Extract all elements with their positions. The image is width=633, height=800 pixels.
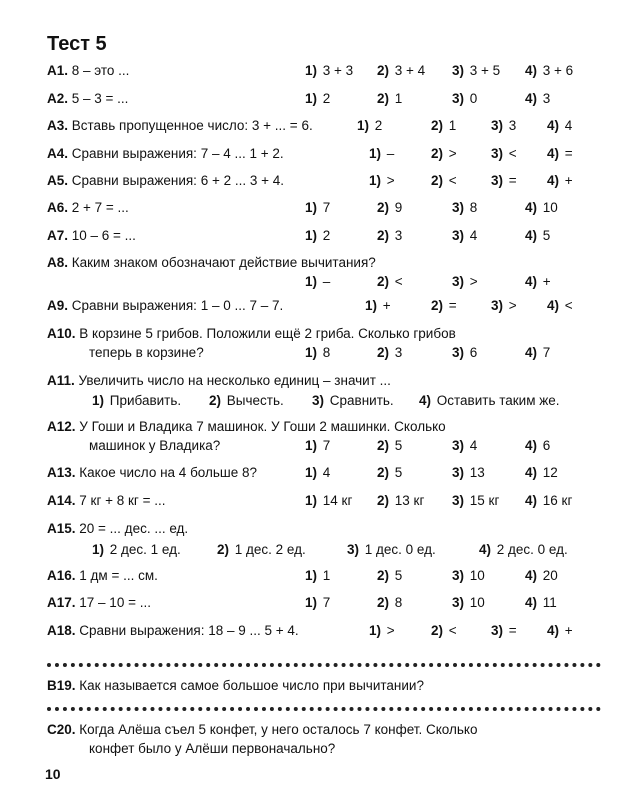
answer-option-4[interactable]: 4) 7 bbox=[525, 345, 551, 360]
question-number: A1. bbox=[47, 63, 69, 78]
answer-option-4[interactable]: 4) 6 bbox=[525, 438, 551, 453]
question-number: A11. bbox=[47, 373, 75, 388]
answer-option-2[interactable]: 2) < bbox=[377, 274, 403, 289]
answer-option-1[interactable]: 1) 4 bbox=[305, 465, 331, 480]
answer-option-4[interactable]: 4) + bbox=[547, 173, 573, 188]
answer-option-3[interactable]: 3) 3 bbox=[491, 118, 517, 133]
answer-option-4[interactable]: 4) 12 bbox=[525, 465, 558, 480]
answer-option-4[interactable]: 4) 10 bbox=[525, 200, 558, 215]
answer-option-2[interactable]: 2) > bbox=[431, 146, 457, 161]
answer-option-4[interactable]: 4) 16 кг bbox=[525, 493, 573, 508]
question-text: 7 кг + 8 кг = ... bbox=[75, 493, 166, 508]
question-text: Сравни выражения: 6 + 2 ... 3 + 4. bbox=[68, 173, 284, 188]
answer-option-1[interactable]: 1) 7 bbox=[305, 595, 331, 610]
question-a7 bbox=[47, 227, 603, 245]
answer-option-3[interactable]: 3) > bbox=[452, 274, 478, 289]
answer-option-2[interactable]: 2) = bbox=[431, 298, 457, 313]
question-text: В корзине 5 грибов. Положили ещё 2 гриба. Сколько грибов bbox=[75, 326, 456, 341]
answer-option-3[interactable]: 3) < bbox=[491, 146, 517, 161]
question-a5 bbox=[47, 172, 603, 190]
answer-option-1[interactable]: 1) 2 bbox=[305, 228, 331, 243]
question-a4 bbox=[47, 145, 603, 163]
question-a11 bbox=[47, 372, 603, 408]
question-text: У Гоши и Владика 7 машинок. У Гоши 2 машинки. Сколько bbox=[75, 419, 446, 434]
answer-option-1[interactable]: 1) + bbox=[365, 298, 391, 313]
answer-option-2[interactable]: 2) 3 + 4 bbox=[377, 63, 426, 78]
question-number: A15. bbox=[47, 521, 76, 536]
question-a16 bbox=[47, 567, 603, 585]
question-a8 bbox=[47, 254, 603, 289]
question-number: C20. bbox=[47, 722, 76, 737]
answer-option-4[interactable]: 4) 11 bbox=[525, 595, 557, 610]
answer-option-2[interactable]: 2) 3 bbox=[377, 345, 403, 360]
question-number: A3. bbox=[47, 118, 69, 133]
answer-option-4[interactable]: 4) 20 bbox=[525, 568, 558, 583]
answer-option-3[interactable]: 3) 6 bbox=[452, 345, 478, 360]
answer-option-2[interactable]: 2) 5 bbox=[377, 438, 403, 453]
answer-option-2[interactable]: 2) 8 bbox=[377, 595, 403, 610]
answer-option-1[interactable]: 1) 2 дес. 1 ед. bbox=[92, 542, 181, 557]
question-text-continued: конфет было у Алёши первоначально? bbox=[89, 741, 336, 756]
question-number: A8. bbox=[47, 255, 69, 270]
answer-option-2[interactable]: 2) 5 bbox=[377, 465, 403, 480]
answer-option-2[interactable]: 2) 13 кг bbox=[377, 493, 425, 508]
answer-option-1[interactable]: 1) 3 + 3 bbox=[305, 63, 354, 78]
answer-option-1[interactable]: 1) 7 bbox=[305, 200, 331, 215]
answer-option-3[interactable]: 3) = bbox=[491, 173, 517, 188]
answer-option-2[interactable]: 2) 1 дес. 2 ед. bbox=[217, 542, 306, 557]
question-a18 bbox=[47, 622, 603, 640]
answer-option-3[interactable]: 3) 4 bbox=[452, 438, 478, 453]
question-text: 2 + 7 = ... bbox=[68, 200, 129, 215]
answer-option-4[interactable]: 4) + bbox=[547, 623, 573, 638]
question-text: Как называется самое большое число при вычитании? bbox=[75, 678, 424, 693]
answer-option-4[interactable]: 4) 5 bbox=[525, 228, 551, 243]
answer-option-1[interactable]: 1) > bbox=[369, 173, 395, 188]
answer-option-3[interactable]: 3) 8 bbox=[452, 200, 478, 215]
dotted-divider bbox=[47, 663, 601, 667]
question-text-continued: теперь в корзине? bbox=[89, 345, 204, 360]
question-a12 bbox=[47, 418, 603, 453]
page-title: Тест 5 bbox=[47, 33, 107, 55]
question-a17 bbox=[47, 594, 603, 612]
question-c20 bbox=[47, 721, 603, 756]
question-number: A6. bbox=[47, 200, 69, 215]
question-text: Когда Алёша съел 5 конфет, у него осталось 7 конфет. Сколько bbox=[75, 722, 478, 737]
answer-option-2[interactable]: 2) 1 bbox=[431, 118, 457, 133]
question-a2 bbox=[47, 90, 603, 108]
answer-option-3[interactable]: 3) 10 bbox=[452, 568, 485, 583]
question-a13 bbox=[47, 464, 603, 482]
question-number: A10. bbox=[47, 326, 76, 341]
answer-option-1[interactable]: 1) – bbox=[305, 274, 331, 289]
answer-option-2[interactable]: 2) 1 bbox=[377, 91, 403, 106]
answer-option-4[interactable]: 4) Оставить таким же. bbox=[419, 393, 560, 408]
answer-option-1[interactable]: 1) 14 кг bbox=[305, 493, 353, 508]
answer-option-3[interactable]: 3) Сравнить. bbox=[312, 393, 394, 408]
page-number: 10 bbox=[45, 766, 61, 782]
answer-option-4[interactable]: 4) < bbox=[547, 298, 573, 313]
answer-option-1[interactable]: 1) 8 bbox=[305, 345, 331, 360]
question-a3 bbox=[47, 117, 603, 135]
answer-option-1[interactable]: 1) 2 bbox=[305, 91, 331, 106]
answer-option-2[interactable]: 2) 5 bbox=[377, 568, 403, 583]
question-text: Каким знаком обозначают действие вычитания? bbox=[68, 255, 376, 270]
answer-option-4[interactable]: 4) 3 bbox=[525, 91, 551, 106]
question-text-continued: машинок у Владика? bbox=[89, 438, 221, 453]
answer-option-1[interactable]: 1) – bbox=[369, 146, 395, 161]
answer-option-2[interactable]: 2) 9 bbox=[377, 200, 403, 215]
question-number: B19. bbox=[47, 678, 76, 693]
answer-option-3[interactable]: 3) 4 bbox=[452, 228, 478, 243]
question-a6 bbox=[47, 199, 603, 217]
question-number: A9. bbox=[47, 298, 69, 313]
answer-option-3[interactable]: 3) 10 bbox=[452, 595, 485, 610]
answer-option-3[interactable]: 3) 1 дес. 0 ед. bbox=[347, 542, 436, 557]
answer-option-1[interactable]: 1) 7 bbox=[305, 438, 331, 453]
question-number: A14. bbox=[47, 493, 76, 508]
question-text: 5 – 3 = ... bbox=[68, 91, 129, 106]
answer-option-2[interactable]: 2) < bbox=[431, 173, 457, 188]
answer-option-3[interactable]: 3) 13 bbox=[452, 465, 485, 480]
answer-option-4[interactable]: 4) 2 дес. 0 ед. bbox=[479, 542, 568, 557]
question-a10 bbox=[47, 325, 603, 360]
question-a9 bbox=[47, 297, 603, 315]
answer-option-1[interactable]: 1) > bbox=[369, 623, 395, 638]
answer-option-4[interactable]: 4) + bbox=[525, 274, 551, 289]
question-number: A18. bbox=[47, 623, 76, 638]
question-text: Вставь пропущенное число: 3 + ... = 6. bbox=[68, 118, 313, 133]
question-number: A2. bbox=[47, 91, 69, 106]
answer-option-2[interactable]: 2) < bbox=[431, 623, 457, 638]
question-text: Увеличить число на несколько единиц – значит ... bbox=[74, 373, 391, 388]
answer-option-1[interactable]: 1) 2 bbox=[357, 118, 383, 133]
answer-option-3[interactable]: 3) > bbox=[491, 298, 517, 313]
question-number: A16. bbox=[47, 568, 76, 583]
question-a1 bbox=[47, 62, 603, 80]
answer-option-3[interactable]: 3) 0 bbox=[452, 91, 478, 106]
answer-option-1[interactable]: 1) 1 bbox=[305, 568, 331, 583]
question-text: Сравни выражения: 1 – 0 ... 7 – 7. bbox=[68, 298, 284, 313]
question-number: A17. bbox=[47, 595, 76, 610]
answer-option-4[interactable]: 4) = bbox=[547, 146, 573, 161]
answer-option-4[interactable]: 4) 4 bbox=[547, 118, 573, 133]
answer-option-2[interactable]: 2) 3 bbox=[377, 228, 403, 243]
dotted-divider bbox=[47, 707, 601, 711]
question-b19 bbox=[47, 677, 603, 695]
answer-option-1[interactable]: 1) Прибавить. bbox=[92, 393, 182, 408]
answer-option-3[interactable]: 3) = bbox=[491, 623, 517, 638]
answer-option-4[interactable]: 4) 3 + 6 bbox=[525, 63, 574, 78]
answer-option-3[interactable]: 3) 3 + 5 bbox=[452, 63, 501, 78]
answer-option-2[interactable]: 2) Вычесть. bbox=[209, 393, 284, 408]
question-number: A4. bbox=[47, 146, 69, 161]
question-text: 17 – 10 = ... bbox=[75, 595, 151, 610]
question-text: Сравни выражения: 7 – 4 ... 1 + 2. bbox=[68, 146, 284, 161]
question-text: Сравни выражения: 18 – 9 ... 5 + 4. bbox=[75, 623, 299, 638]
question-text: Какое число на 4 больше 8? bbox=[75, 465, 258, 480]
question-number: A12. bbox=[47, 419, 76, 434]
question-a15 bbox=[47, 520, 603, 557]
answer-option-3[interactable]: 3) 15 кг bbox=[452, 493, 500, 508]
question-number: A7. bbox=[47, 228, 69, 243]
question-text: 8 – это ... bbox=[68, 63, 130, 78]
question-number: A5. bbox=[47, 173, 69, 188]
question-text: 10 – 6 = ... bbox=[68, 228, 136, 243]
question-text: 1 дм = ... см. bbox=[75, 568, 158, 583]
question-number: A13. bbox=[47, 465, 76, 480]
question-text: 20 = ... дес. ... ед. bbox=[75, 521, 189, 536]
question-a14 bbox=[47, 492, 603, 510]
